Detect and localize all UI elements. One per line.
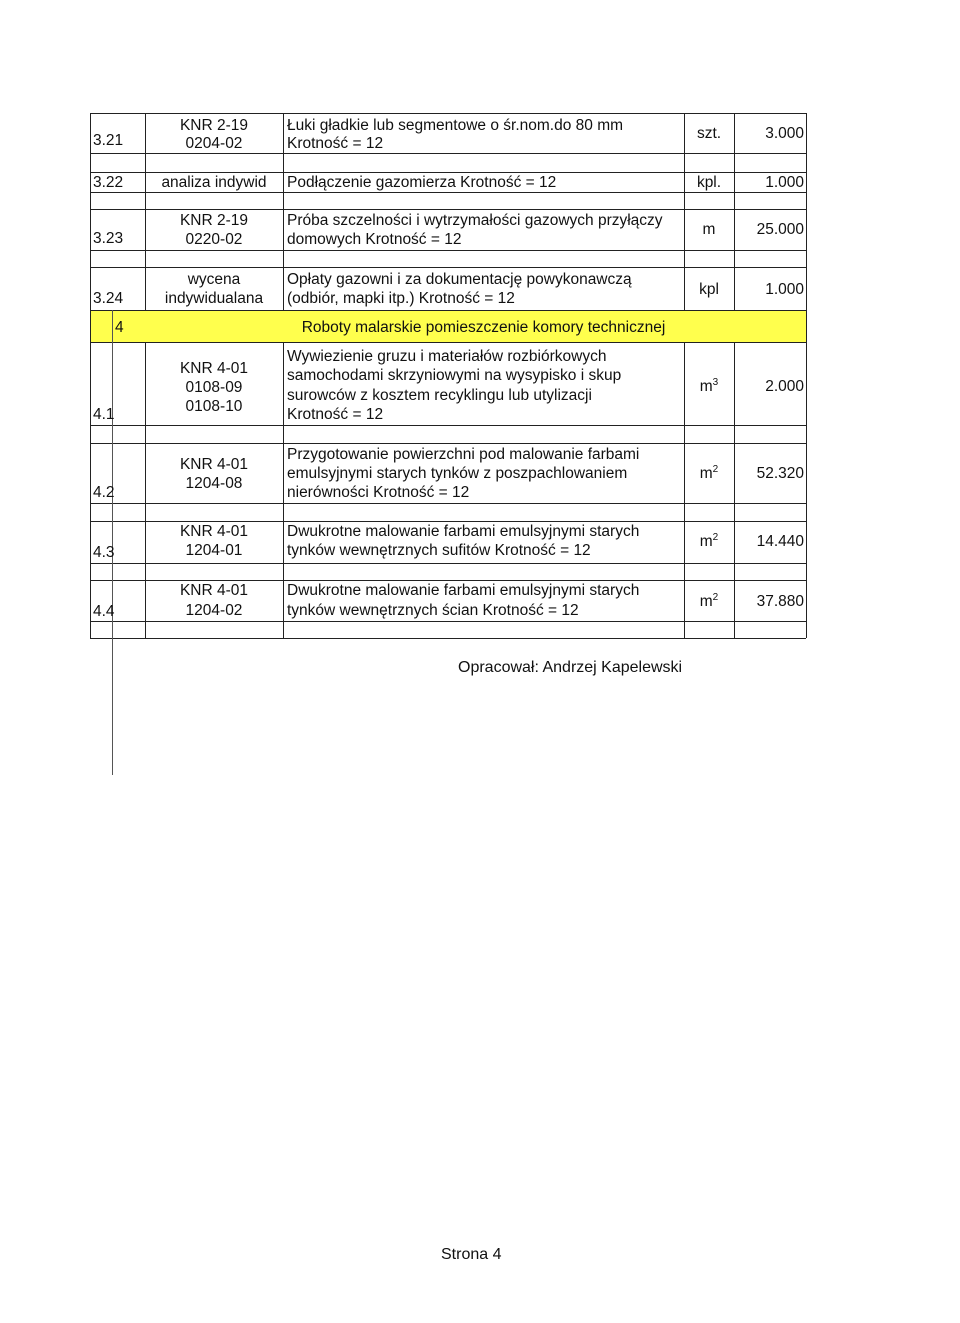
item-description: Wywiezienie gruzu i materiałów rozbiórkowych [287, 348, 607, 365]
unit-exponent: 2 [712, 591, 719, 603]
quantity: 37.880 [756, 593, 804, 610]
knr-code: KNR 4-01 [179, 582, 249, 599]
table-border [283, 113, 284, 310]
knr-code: 1204-08 [185, 475, 243, 492]
knr-code: KNR 2-19 [179, 212, 249, 229]
item-description: surowców z kosztem recyklingu lub utylizacji [287, 387, 592, 404]
item-description: Krotność = 12 [287, 135, 384, 152]
row-number: 3.22 [93, 174, 124, 191]
item-description: domowych Krotność = 12 [287, 231, 462, 248]
knr-code: KNR 4-01 [179, 523, 249, 540]
section-number: 4 [115, 319, 124, 336]
row-number: 3.24 [93, 290, 124, 307]
table-border [90, 113, 806, 114]
item-description: tynków wewnętrznych sufitów Krotność = 12 [287, 542, 591, 559]
row-number: 4.4 [93, 603, 115, 620]
knr-code: 0108-10 [185, 398, 243, 415]
knr-code: indywidualana [164, 290, 264, 307]
table-border [806, 113, 807, 638]
prepared-by: Opracował: Andrzej Kapelewski [458, 659, 683, 676]
table-border [283, 342, 284, 638]
unit: kpl. [696, 174, 722, 191]
unit-base: m [699, 593, 713, 610]
unit [684, 377, 734, 396]
table-border [90, 425, 806, 426]
quantity: 25.000 [756, 221, 804, 238]
knr-code: analiza indywid [161, 174, 267, 191]
table-border [90, 342, 806, 343]
item-description: Przygotowanie powierzchni pod malowanie farbami [287, 446, 640, 463]
page-number: Strona 4 [441, 1246, 502, 1263]
table-border [90, 443, 806, 444]
item-description: Próba szczelności i wytrzymałości gazowych przyłączy [287, 212, 663, 229]
quantity: 14.440 [756, 533, 804, 550]
table-border [90, 209, 806, 210]
item-description: Dwukrotne malowanie farbami emulsyjnymi starych [287, 523, 640, 540]
table-border [90, 621, 806, 622]
row-number: 3.23 [93, 230, 124, 247]
item-description: samochodami skrzyniowymi na wysypisko i skup [287, 367, 622, 384]
knr-code: 1204-02 [185, 602, 243, 619]
item-description: Opłaty gazowni i za dokumentację powykonawczą [287, 271, 632, 288]
unit [684, 592, 734, 611]
table-border [90, 563, 806, 564]
item-description: Krotność = 12 [287, 406, 384, 423]
table-border [90, 113, 91, 638]
item-description: Dwukrotne malowanie farbami emulsyjnymi starych [287, 582, 640, 599]
quantity: 52.320 [756, 465, 804, 482]
knr-code: 0204-02 [185, 135, 243, 152]
unit: kpl [699, 281, 719, 298]
table-border [90, 638, 806, 639]
row-number: 4.3 [93, 544, 115, 561]
item-description: tynków wewnętrznych ścian Krotność = 12 [287, 602, 579, 619]
row-number: 4.2 [93, 484, 115, 501]
knr-code: KNR 4-01 [179, 456, 249, 473]
unit [684, 532, 734, 551]
table-border [90, 267, 806, 268]
unit: szt. [696, 125, 722, 142]
quantity: 2.000 [765, 378, 804, 395]
item-description: Łuki gładkie lub segmentowe o śr.nom.do 80 mm [287, 117, 624, 134]
item-description: nierówności Krotność = 12 [287, 484, 470, 501]
item-description: Podłączenie gazomierza Krotność = 12 [287, 174, 557, 191]
row-number: 4.1 [93, 406, 115, 423]
knr-code: KNR 4-01 [179, 360, 249, 377]
table-border [90, 310, 806, 311]
knr-code: 0220-02 [185, 231, 243, 248]
item-description: emulsyjnymi starych tynków z poszpachlowaniem [287, 465, 628, 482]
table-border [90, 192, 806, 193]
knr-code: KNR 2-19 [179, 117, 249, 134]
table-border [90, 250, 806, 251]
quantity: 1.000 [765, 281, 804, 298]
section-title: Roboty malarskie pomieszczenie komory technicznej [301, 319, 666, 336]
quantity: 3.000 [765, 125, 804, 142]
row-number: 3.21 [93, 132, 124, 149]
table-border [90, 153, 806, 154]
table-border [90, 503, 806, 504]
unit-exponent: 2 [712, 463, 719, 475]
knr-code: 1204-01 [185, 542, 243, 559]
quantity: 1.000 [765, 174, 804, 191]
knr-code: wycena [187, 271, 241, 288]
item-description: (odbiór, mapki itp.) Krotność = 12 [287, 290, 515, 307]
unit-exponent: 3 [712, 376, 719, 388]
unit-base: m [699, 533, 713, 550]
unit-base: m [699, 465, 713, 482]
unit-base: m [699, 378, 713, 395]
unit-exponent: 2 [712, 531, 719, 543]
knr-code: 0108-09 [185, 379, 243, 396]
unit: m [702, 221, 716, 238]
unit [684, 464, 734, 483]
